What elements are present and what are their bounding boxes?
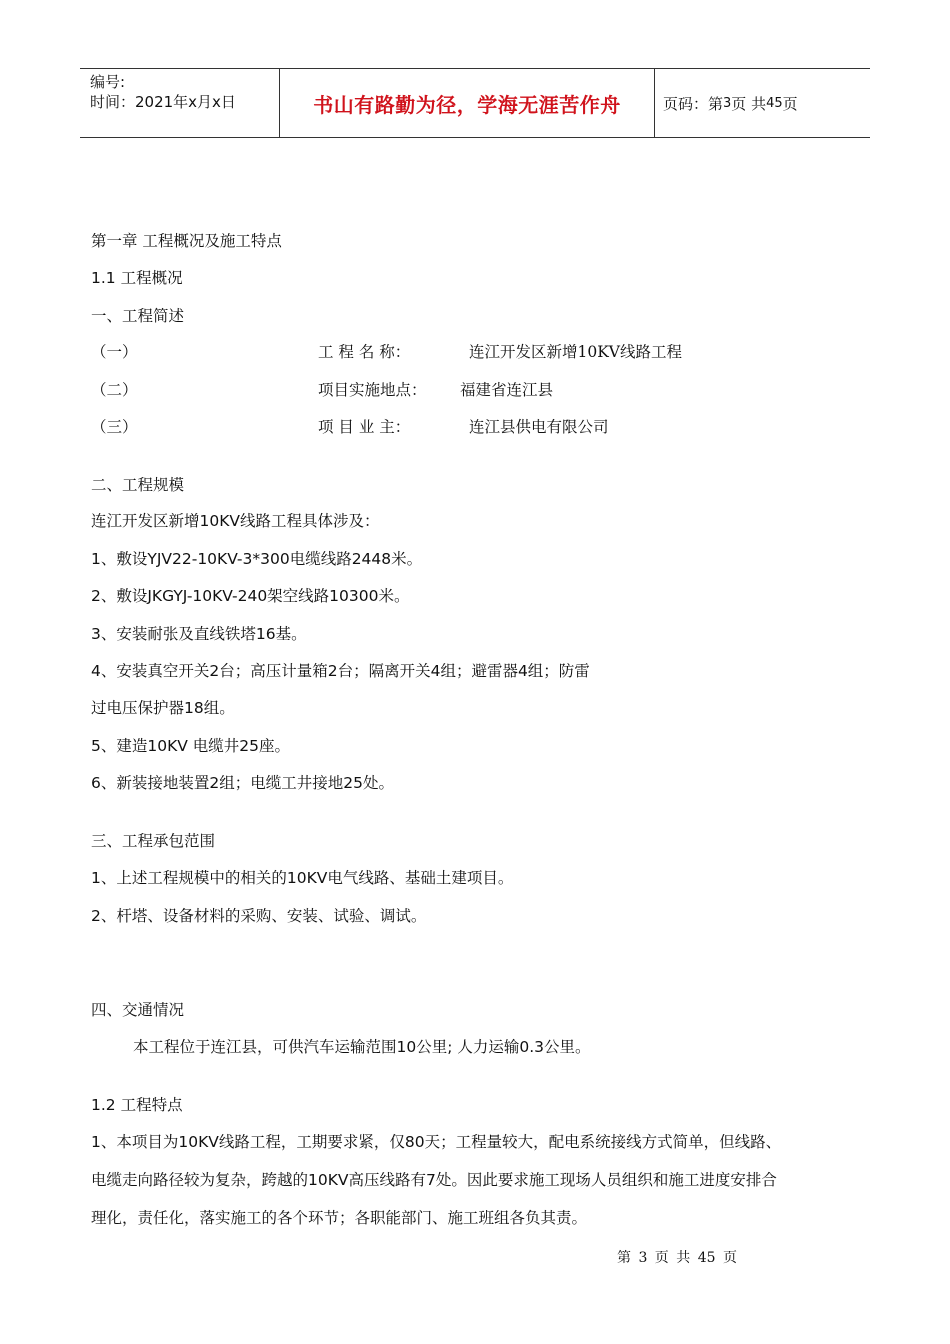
scope-item-1: 1、上述工程规模中的相关的10KV电气线路、基础土建项目。 bbox=[91, 869, 514, 887]
scale-item-4-cont: 过电压保护器18组。 bbox=[91, 699, 235, 717]
item-value: 连江开发区新增10KV线路工程 bbox=[469, 343, 682, 361]
scale-item-5: 5、建造10KV 电缆井25座。 bbox=[91, 737, 291, 755]
heading-scope: 三、工程承包范围 bbox=[91, 832, 216, 850]
scale-item-3: 3、安装耐张及直线铁塔16基。 bbox=[91, 625, 307, 643]
scale-item-1: 1、敷设YJV22-10KV-3*300电缆线路2448米。 bbox=[91, 550, 423, 568]
page-total: 45 bbox=[766, 95, 783, 111]
scale-item-6: 6、新装接地装置2组；电缆工井接地25处。 bbox=[91, 774, 394, 792]
item-number: （一） bbox=[91, 343, 138, 361]
heading-scale: 二、工程规模 bbox=[91, 476, 185, 494]
document-date: 时间：2021年x月x日 bbox=[90, 93, 236, 111]
feature-line-2: 电缆走向路径较为复杂，跨越的10KV高压线路有7处。因此要求施工现场人员组织和施工进度安排合 bbox=[91, 1171, 777, 1189]
header-motto: 书山有路勤为径，学海无涯苦作舟 bbox=[313, 92, 621, 117]
item-label: 工 程 名 称： bbox=[318, 343, 411, 361]
heading-overview: 一、工程简述 bbox=[91, 307, 185, 325]
page-number: 3 bbox=[723, 95, 732, 111]
page-footer: 第 3 页 共 45 页 bbox=[617, 1250, 737, 1266]
feature-line-1: 1、本项目为10KV线路工程，工期要求紧，仅80天；工程量较大，配电系统接线方式简单，但线路、 bbox=[91, 1133, 782, 1151]
chapter-title: 第一章 工程概况及施工特点 bbox=[91, 232, 282, 250]
item-number: （三） bbox=[91, 418, 138, 436]
feature-line-3: 理化，责任化，落实施工的各个环节；各职能部门、施工班组各负其责。 bbox=[91, 1209, 588, 1227]
item-label: 项目实施地点： bbox=[318, 381, 427, 399]
overview-item-3 bbox=[91, 415, 791, 437]
overview-item-2 bbox=[91, 378, 791, 400]
page-suffix: 页 bbox=[782, 94, 798, 113]
item-number: （二） bbox=[91, 381, 138, 399]
page-prefix: 页码：第 bbox=[663, 94, 724, 113]
scope-item-2: 2、杆塔、设备材料的采购、安装、试验、调试。 bbox=[91, 907, 427, 925]
scale-item-4: 4、安装真空开关2台；高压计量箱2台；隔离开关4组；避雷器4组；防雷 bbox=[91, 662, 590, 680]
section-1-2: 1.2 工程特点 bbox=[91, 1096, 183, 1114]
overview-item-1 bbox=[91, 340, 791, 362]
scale-item-2: 2、敷设JKGYJ-10KV-240架空线路10300米。 bbox=[91, 587, 410, 605]
page-mid: 页 共 bbox=[731, 94, 767, 113]
item-value: 连江县供电有限公司 bbox=[469, 418, 609, 436]
section-1-1: 1.1 工程概况 bbox=[91, 269, 183, 287]
header-page-info bbox=[655, 69, 870, 137]
item-label: 项 目 业 主： bbox=[318, 418, 411, 436]
page-header bbox=[80, 68, 870, 138]
document-number: 编号: bbox=[90, 73, 126, 91]
traffic-text: 本工程位于连江县，可供汽车运输范围10公里; 人力运输0.3公里。 bbox=[133, 1038, 591, 1056]
item-value: 福建省连江县 bbox=[460, 381, 554, 399]
heading-traffic: 四、交通情况 bbox=[91, 1001, 185, 1019]
header-meta bbox=[80, 69, 280, 137]
header-motto-cell bbox=[280, 69, 655, 137]
scale-intro: 连江开发区新增10KV线路工程具体涉及： bbox=[91, 512, 380, 530]
